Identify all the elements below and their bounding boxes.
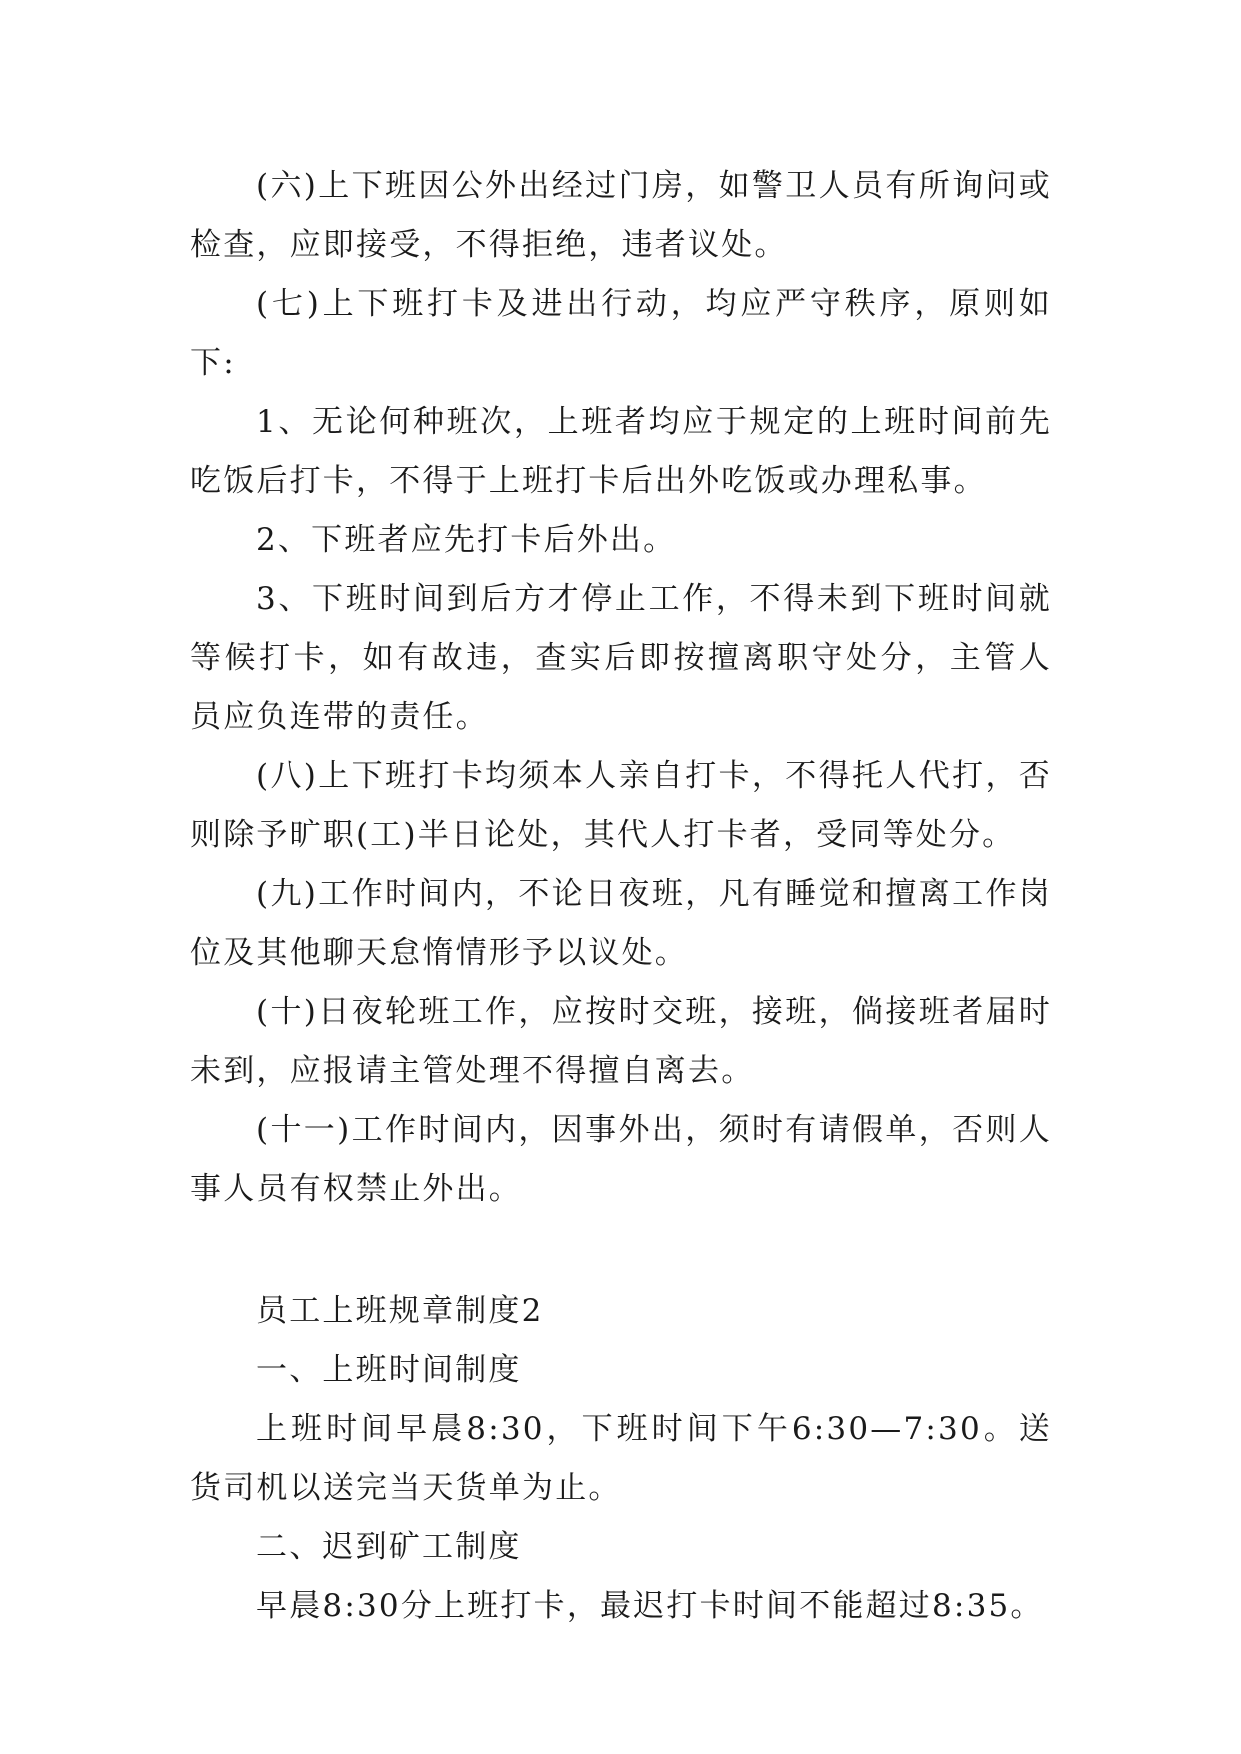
paragraph-item-7: (七)上下班打卡及进出行动，均应严守秩序，原则如下: [190, 286, 1052, 381]
section-heading-work-hours: 一、上班时间制度 [256, 1352, 522, 1388]
document-body [190, 157, 1052, 1636]
paragraph-rule-3: 3、下班时间到后方才停止工作，不得未到下班时间就等候打卡，如有故违，查实后即按擅离职守处分，主管人员应负连带的责任。 [190, 581, 1052, 735]
paragraph-rule-2: 2、下班者应先打卡后外出。 [256, 522, 677, 558]
section-heading-lateness: 二、迟到矿工制度 [256, 1529, 522, 1565]
paragraph-item-6: (六)上下班因公外出经过门房，如警卫人员有所询问或检查，应即接受，不得拒绝，违者议处。 [190, 168, 1052, 263]
paragraph-work-hours: 上班时间早晨8:30，下班时间下午6:30—7:30。送货司机以送完当天货单为止。 [190, 1411, 1052, 1506]
paragraph-rule-1: 1、无论何种班次，上班者均应于规定的上班时间前先吃饭后打卡，不得于上班打卡后出外吃饭或办理私事。 [190, 404, 1052, 499]
section-title: 员工上班规章制度2 [256, 1293, 544, 1329]
section-spacer [190, 1219, 1052, 1282]
paragraph-item-10: (十)日夜轮班工作，应按时交班，接班，倘接班者届时未到，应报请主管处理不得擅自离去。 [190, 994, 1052, 1089]
paragraph-lateness: 早晨8:30分上班打卡，最迟打卡时间不能超过8:35。 [256, 1588, 1044, 1624]
paragraph-item-8: (八)上下班打卡均须本人亲自打卡，不得托人代打，否则除予旷职(工)半日论处，其代人打卡者，受同等处分。 [190, 758, 1052, 853]
paragraph-item-11: (十一)工作时间内，因事外出，须时有请假单，否则人事人员有权禁止外出。 [190, 1112, 1052, 1207]
paragraph-item-9: (九)工作时间内，不论日夜班，凡有睡觉和擅离工作岗位及其他聊天怠惰情形予以议处。 [190, 876, 1052, 971]
